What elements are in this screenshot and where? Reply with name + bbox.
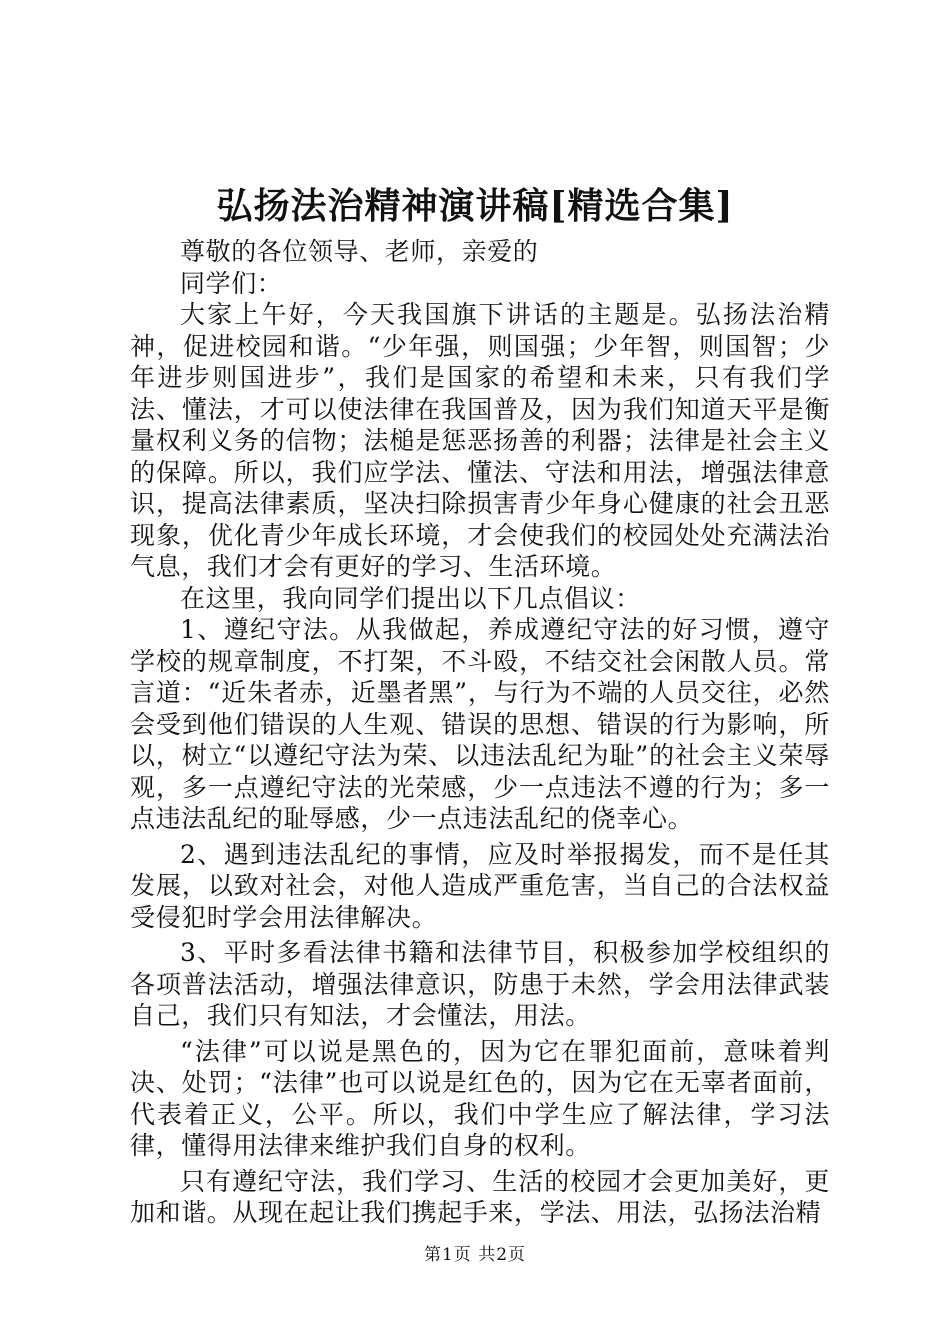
paragraph-closing: 只有遵纪守法，我们学习、生活的校园才会更加美好，更加和谐。从现在起让我们携起手来，学法、用法，弘扬法治精 — [130, 1166, 830, 1227]
paragraph-law-colors: “法律”可以说是黑色的，因为它在罪犯面前，意味着判决、处罚；“法律”也可以说是红色的，因为它在无辜者面前，代表着正义，公平。所以，我们中学生应了解法律，学习法律，懂得用法律来维护我们自身的权利。 — [130, 1036, 830, 1160]
paragraph-proposal-1: 1、遵纪守法。从我做起，养成遵纪守法的好习惯，遵守学校的规章制度，不打架，不斗殴，不结交社会闲散人员。常言道：“近朱者赤，近墨者黑”，与行为不端的人员交往，必然会受到他们错误的人生观、错误的思想、错误的行为影响，所以，树立“以遵纪守法为荣、以违法乱纪为耻”的社会主义荣辱观，多一点遵纪守法的光荣感，少一点违法不遵的行为；多一点违法乱纪的耻辱感，少一点违法乱纪的侥幸心。 — [130, 615, 830, 833]
document-title: 弘扬法治精神演讲稿[精选合集] — [216, 185, 734, 227]
page-footer: 第1页 共2页 — [423, 1245, 527, 1265]
paragraph-proposal-2: 2、遇到违法乱纪的事情，应及时举报揭发，而不是任其发展，以致对社会，对他人造成严重危害，当自己的合法权益受侵犯时学会用法律解决。 — [130, 839, 830, 932]
paragraph-proposal-intro: 在这里，我向同学们提出以下几点倡议： — [180, 583, 641, 613]
paragraph-opening: 大家上午好，今天我国旗下讲话的主题是。弘扬法治精神，促进校园和谐。“少年强，则国强；少年智，则国智；少年进步则国进步”，我们是国家的希望和未来，只有我们学法、懂法，才可以使法律在我国普及，因为我们知道天平是衡量权利义务的信物；法槌是惩恶扬善的利器；法律是社会主义的保障。所以，我们应学法、懂法、守法和用法，增强法律意识，提高法律素质，坚决扫除损害青少年身心健康的社会丑恶现象，优化青少年成长环境，才会使我们的校园处处充满法治气息，我们才会有更好的学习、生活环境。 — [130, 300, 830, 581]
salutation-line-2: 同学们： — [180, 268, 283, 298]
document-body — [130, 236, 830, 1229]
salutation-line-1: 尊敬的各位领导、老师，亲爱的 — [180, 237, 539, 266]
paragraph-proposal-3: 3、平时多看法律书籍和法律节目，积极参加学校组织的各项普法活动，增强法律意识，防患于未然，学会用法律武装自己，我们只有知法，才会懂法，用法。 — [130, 938, 830, 1030]
